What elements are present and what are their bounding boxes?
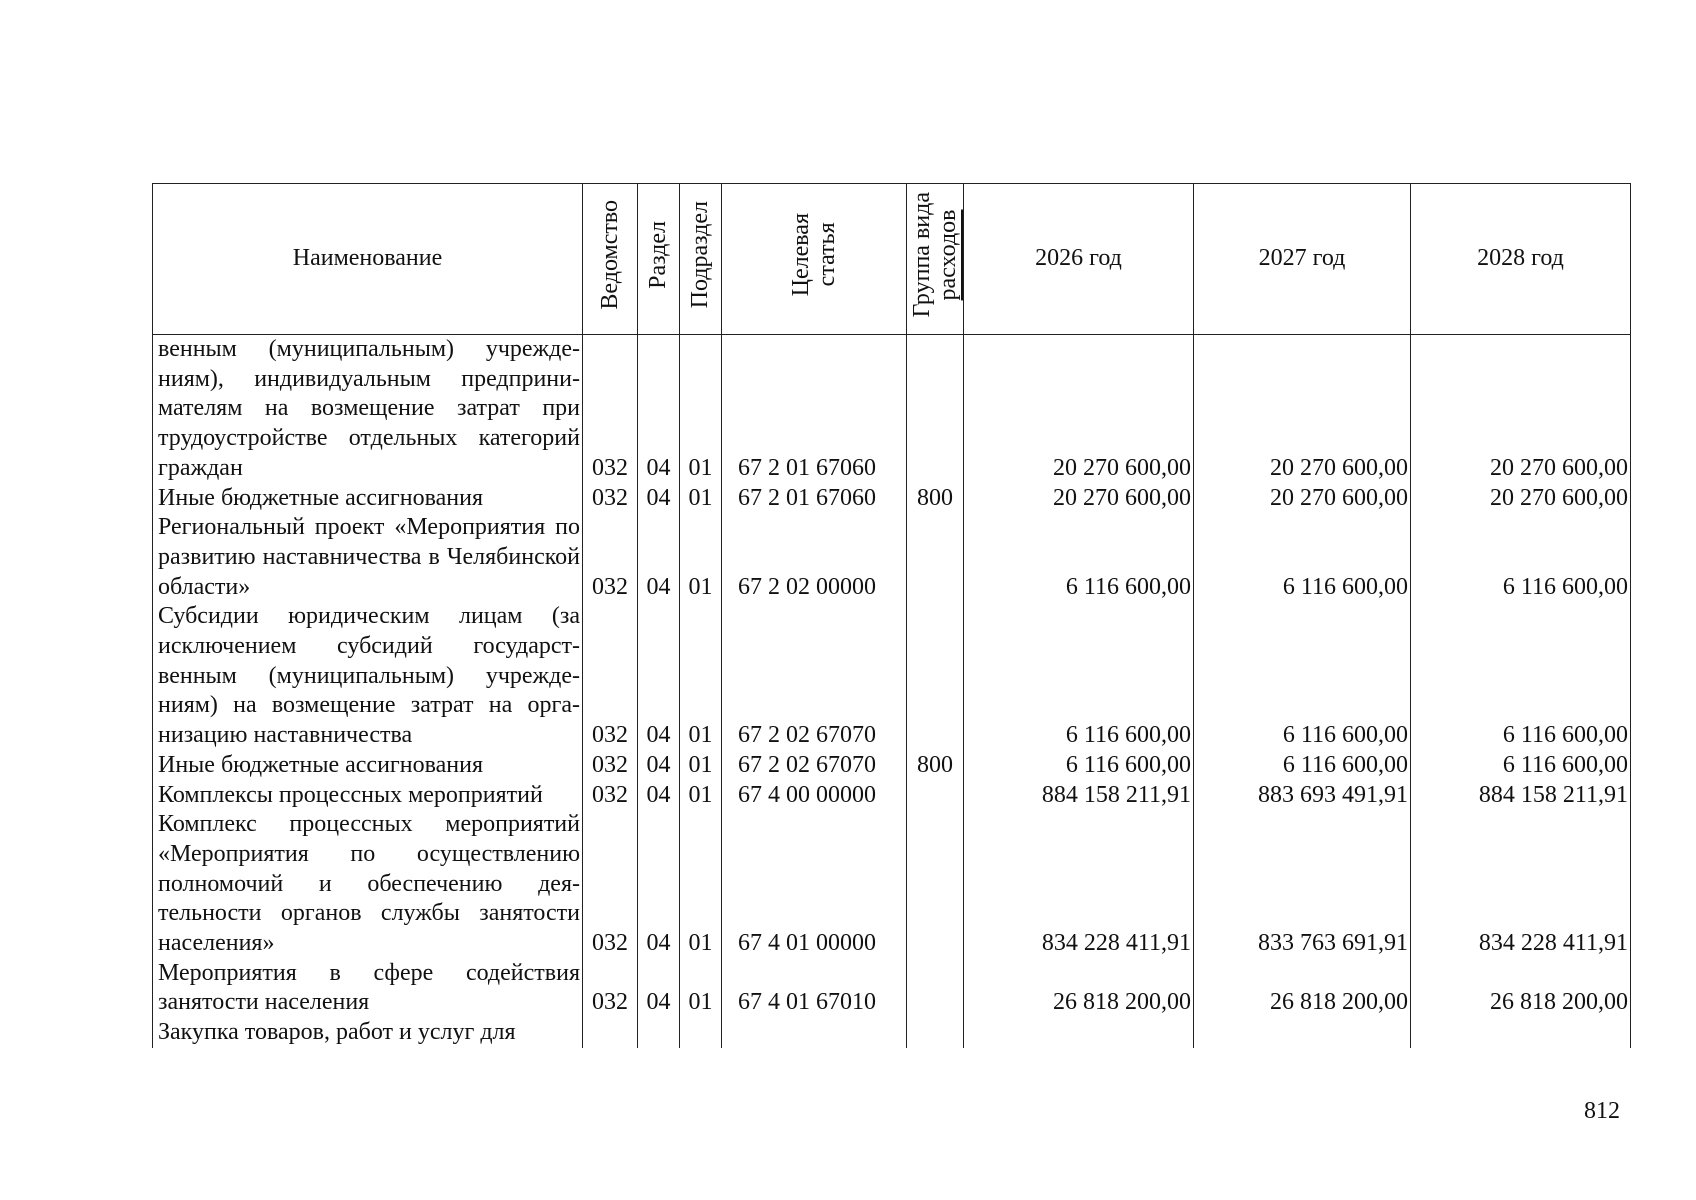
row-vedomstvo: 032 — [583, 781, 638, 811]
row-2027: 20 270 600,00 — [1194, 484, 1411, 514]
header-celevaya-line1: Целевая — [788, 212, 814, 297]
row-vedomstvo: 032 — [583, 484, 638, 514]
budget-table — [152, 183, 1631, 1048]
row-vedomstvo — [583, 1018, 638, 1048]
row-celevaya: 67 2 02 67070 — [722, 751, 907, 781]
row-podrazdel — [680, 1018, 722, 1048]
row-name: Субсидии юридическим лицам (за исключением субсидий государственным (муниципальным) учреждениям) на возмещение затрат на организацию наставничества — [153, 602, 583, 751]
table-header-row — [153, 184, 1631, 335]
header-name-label: Наименование — [292, 245, 443, 272]
row-podrazdel: 01 — [680, 751, 722, 781]
table-row — [153, 781, 1631, 811]
row-celevaya: 67 2 02 00000 — [722, 513, 907, 602]
row-name: Региональный проект «Мероприятия по развитию наставничества в Челябинской области» — [153, 513, 583, 602]
header-gruppa — [907, 184, 964, 335]
row-2027: 833 763 691,91 — [1194, 810, 1411, 959]
header-vedomstvo-label: Ведомство — [596, 199, 623, 310]
header-name — [153, 184, 583, 335]
table-row — [153, 513, 1631, 602]
row-podrazdel: 01 — [680, 335, 722, 484]
row-celevaya: 67 4 01 00000 — [722, 810, 907, 959]
row-podrazdel: 01 — [680, 602, 722, 751]
header-2027 — [1194, 184, 1411, 335]
row-2027 — [1194, 1018, 1411, 1048]
row-2026: 884 158 211,91 — [964, 781, 1194, 811]
header-razdel-label: Раздел — [645, 220, 671, 289]
row-2028: 26 818 200,00 — [1411, 959, 1631, 1018]
row-podrazdel: 01 — [680, 959, 722, 1018]
header-celevaya-label — [788, 213, 840, 296]
row-vedomstvo: 032 — [583, 335, 638, 484]
row-2026: 834 228 411,91 — [964, 810, 1194, 959]
row-name: Иные бюджетные ассигнования — [153, 484, 583, 514]
row-vedomstvo: 032 — [583, 513, 638, 602]
row-2028: 884 158 211,91 — [1411, 781, 1631, 811]
row-gruppa: 800 — [907, 484, 964, 514]
header-celevaya — [722, 184, 907, 335]
header-vedomstvo — [583, 184, 638, 335]
row-name: Мероприятия в сфере содействия занятости населения — [153, 959, 583, 1018]
row-celevaya: 67 2 01 67060 — [722, 484, 907, 514]
row-2028: 20 270 600,00 — [1411, 484, 1631, 514]
table-row — [153, 959, 1631, 1018]
row-gruppa — [907, 1018, 964, 1048]
row-podrazdel: 01 — [680, 484, 722, 514]
row-gruppa — [907, 335, 964, 484]
row-vedomstvo: 032 — [583, 810, 638, 959]
row-razdel: 04 — [638, 484, 680, 514]
row-2028: 6 116 600,00 — [1411, 513, 1631, 602]
row-vedomstvo: 032 — [583, 602, 638, 751]
header-2027-label: 2027 год — [1258, 245, 1346, 272]
table-row — [153, 751, 1631, 781]
row-gruppa — [907, 513, 964, 602]
row-gruppa — [907, 602, 964, 751]
row-podrazdel: 01 — [680, 513, 722, 602]
row-2027: 26 818 200,00 — [1194, 959, 1411, 1018]
table-row — [153, 810, 1631, 959]
table-row — [153, 484, 1631, 514]
row-2026: 6 116 600,00 — [964, 513, 1194, 602]
row-celevaya: 67 2 02 67070 — [722, 602, 907, 751]
row-gruppa — [907, 781, 964, 811]
row-razdel: 04 — [638, 513, 680, 602]
row-2028: 6 116 600,00 — [1411, 602, 1631, 751]
row-2027: 20 270 600,00 — [1194, 335, 1411, 484]
row-celevaya — [722, 1018, 907, 1048]
row-name: Комплекс процессных мероприятий «Мероприятия по осуществлению полномочий и обеспечению деятельности органов службы занятости населения» — [153, 810, 583, 959]
header-razdel — [638, 184, 680, 335]
row-gruppa: 800 — [907, 751, 964, 781]
table-row — [153, 602, 1631, 751]
row-podrazdel: 01 — [680, 810, 722, 959]
row-2028: 6 116 600,00 — [1411, 751, 1631, 781]
row-2026: 20 270 600,00 — [964, 335, 1194, 484]
row-2027: 6 116 600,00 — [1194, 513, 1411, 602]
row-celevaya: 67 4 00 00000 — [722, 781, 907, 811]
row-razdel: 04 — [638, 335, 680, 484]
row-razdel: 04 — [638, 781, 680, 811]
header-podrazdel-label: Подраздел — [687, 200, 713, 309]
row-celevaya: 67 4 01 67010 — [722, 959, 907, 1018]
row-podrazdel: 01 — [680, 781, 722, 811]
row-razdel: 04 — [638, 751, 680, 781]
row-vedomstvo: 032 — [583, 751, 638, 781]
header-2028-label: 2028 год — [1477, 245, 1564, 272]
row-razdel: 04 — [638, 602, 680, 751]
table-row — [153, 1018, 1631, 1048]
row-razdel — [638, 1018, 680, 1048]
row-2026: 26 818 200,00 — [964, 959, 1194, 1018]
row-2028: 834 228 411,91 — [1411, 810, 1631, 959]
row-name: Комплексы процессных мероприятий — [153, 781, 583, 811]
row-2026: 20 270 600,00 — [964, 484, 1194, 514]
row-razdel: 04 — [638, 959, 680, 1018]
header-2026-label: 2026 год — [1035, 245, 1122, 272]
page-number: 812 — [1584, 1098, 1620, 1124]
row-name: венным (муниципальным) учреждениям), индивидуальным предпринимателям на возмещение затрат при трудоустройстве отдельных категорий граждан — [153, 335, 583, 484]
row-2026: 6 116 600,00 — [964, 602, 1194, 751]
row-name: Иные бюджетные ассигнования — [153, 751, 583, 781]
header-podrazdel — [680, 184, 722, 335]
row-2026 — [964, 1018, 1194, 1048]
row-2028: 20 270 600,00 — [1411, 335, 1631, 484]
header-gruppa-line1: Группа вида — [909, 191, 935, 318]
header-gruppa-label — [909, 192, 961, 317]
row-2028 — [1411, 1018, 1631, 1048]
row-razdel: 04 — [638, 810, 680, 959]
row-name: Закупка товаров, работ и услуг для — [153, 1018, 583, 1048]
header-gruppa-line2: расходов — [935, 209, 961, 301]
table-row — [153, 335, 1631, 484]
row-celevaya: 67 2 01 67060 — [722, 335, 907, 484]
row-gruppa — [907, 959, 964, 1018]
row-vedomstvo: 032 — [583, 959, 638, 1018]
row-2027: 883 693 491,91 — [1194, 781, 1411, 811]
header-2026 — [964, 184, 1194, 335]
row-2027: 6 116 600,00 — [1194, 751, 1411, 781]
header-celevaya-line2: статья — [814, 222, 840, 287]
header-2028 — [1411, 184, 1631, 335]
row-2026: 6 116 600,00 — [964, 751, 1194, 781]
row-gruppa — [907, 810, 964, 959]
row-2027: 6 116 600,00 — [1194, 602, 1411, 751]
